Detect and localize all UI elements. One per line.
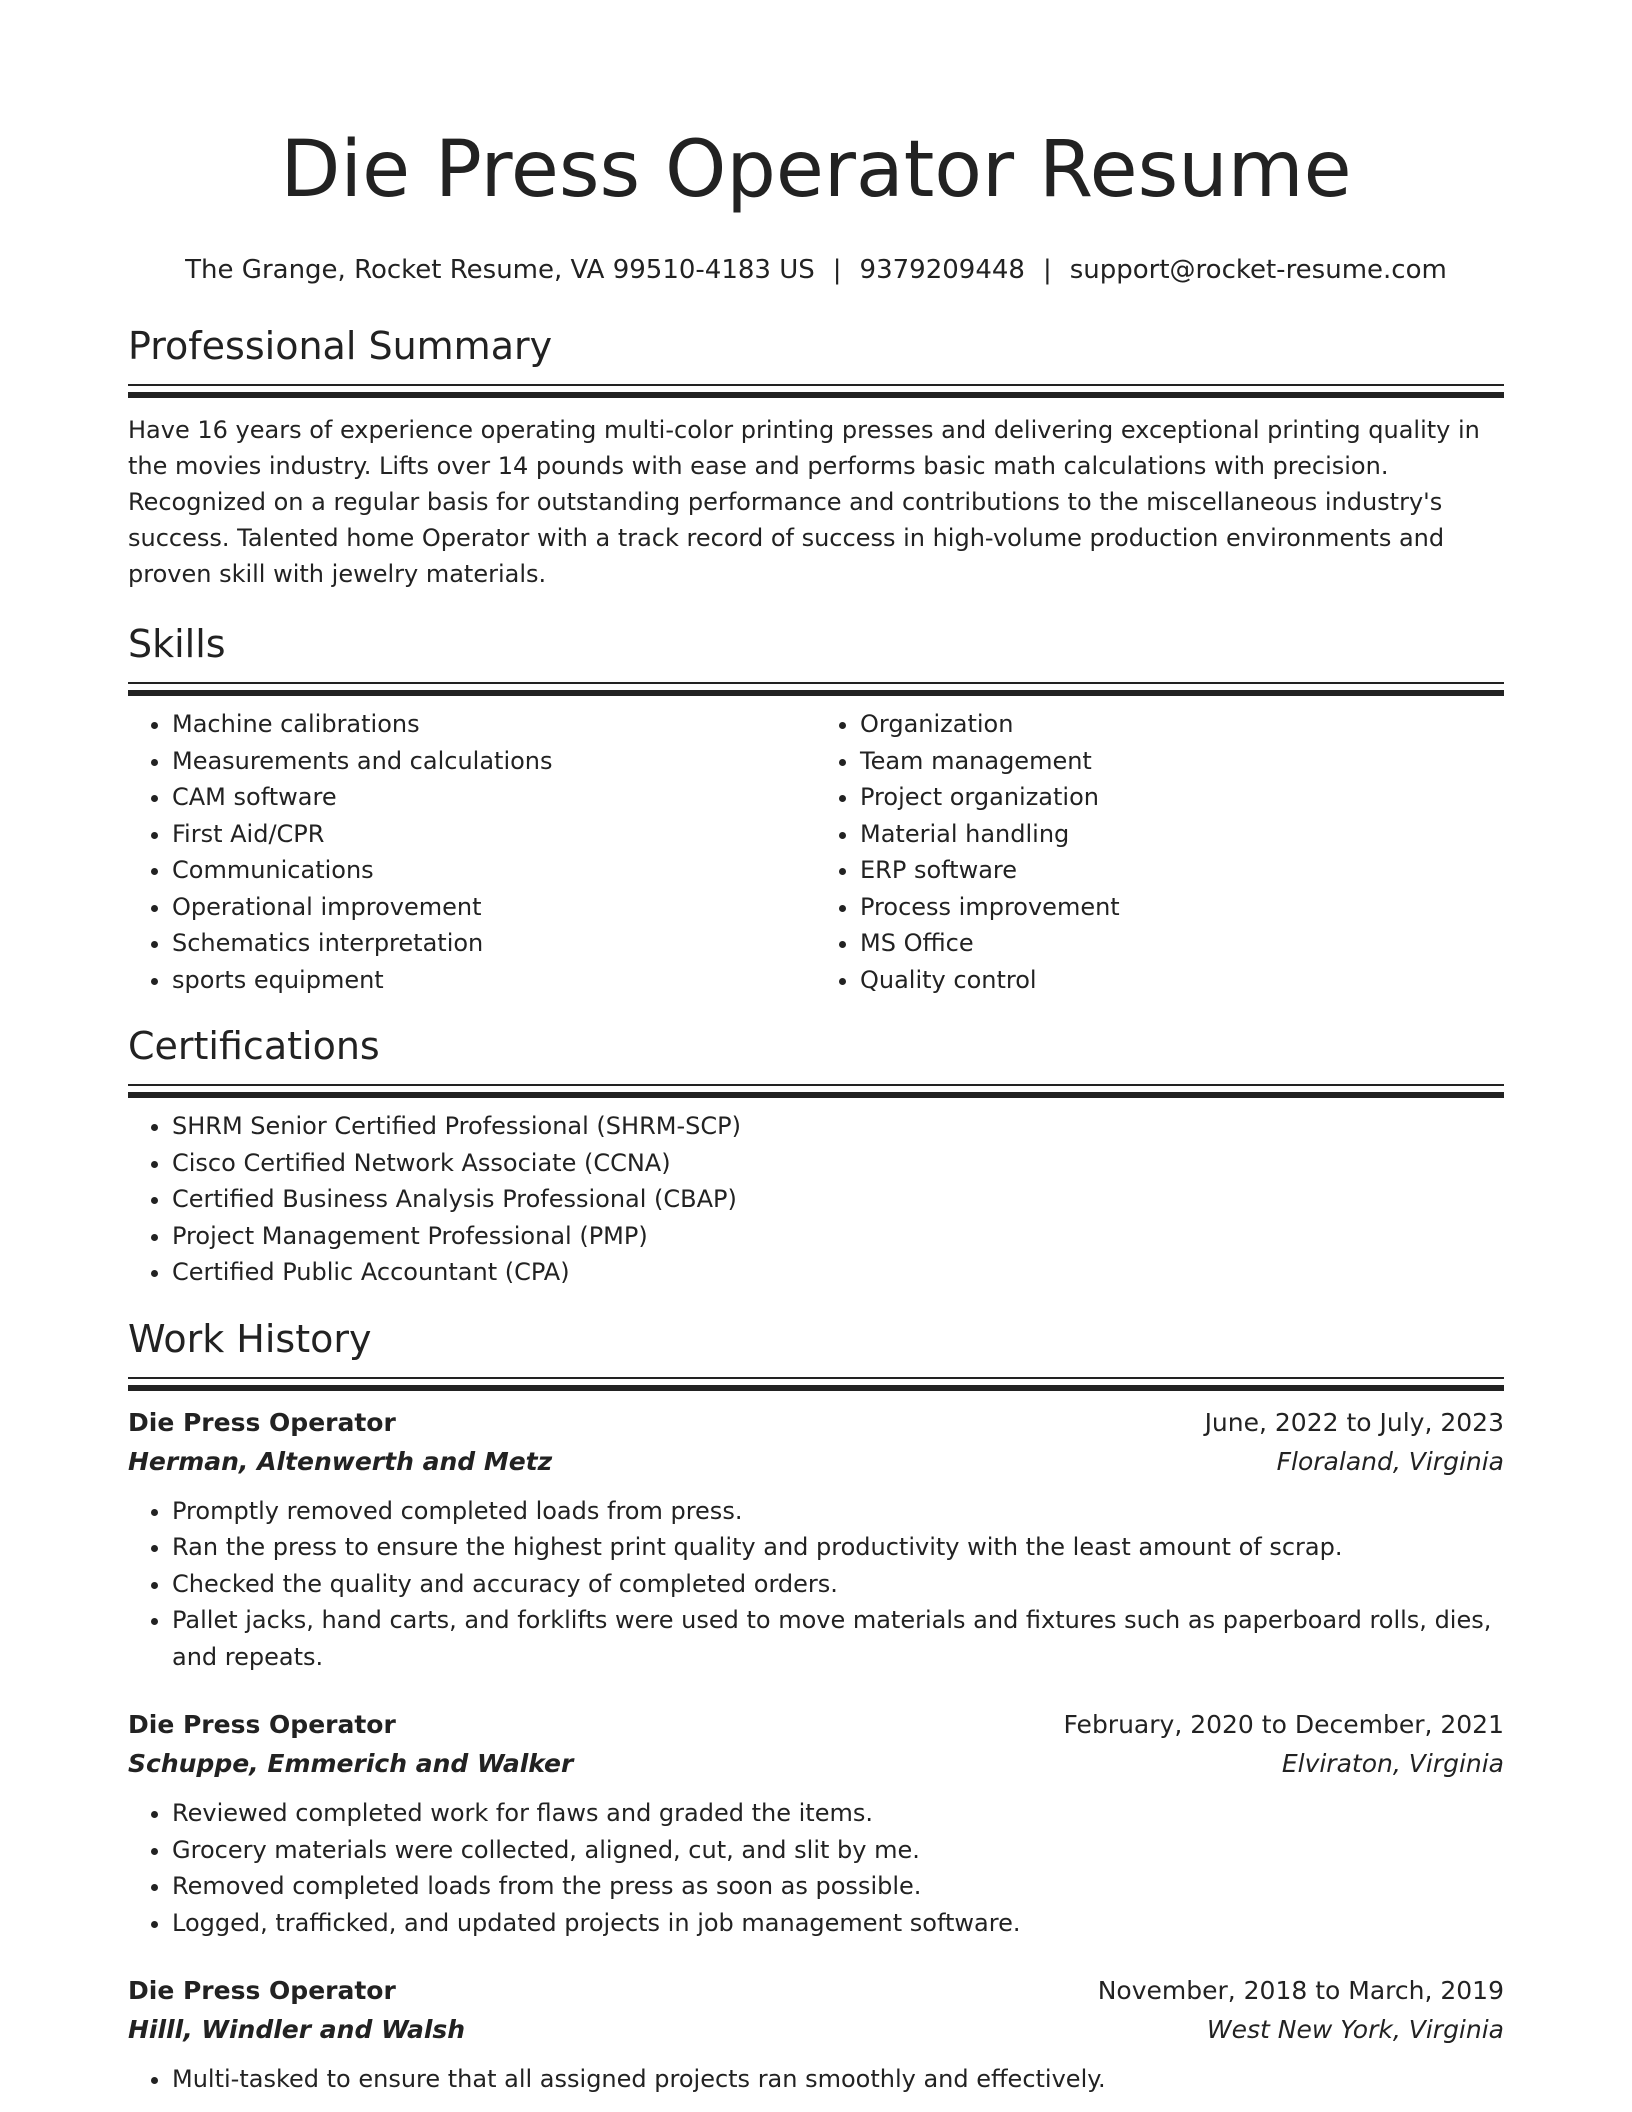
job-duty: • Ran the press to ensure the highest print quality and productivity with the least amount of scrap. xyxy=(172,1529,1504,1566)
certifications-section xyxy=(128,1020,1504,1291)
skills-list-left xyxy=(128,706,816,998)
skill-item: • Process improvement xyxy=(860,889,1504,926)
job-title: Die Press Operator xyxy=(128,1976,396,2005)
skill-item: • Machine calibrations xyxy=(172,706,816,743)
job-subheader xyxy=(128,1744,1504,1783)
skill-item: • Quality control xyxy=(860,962,1504,999)
job-subheader xyxy=(128,2010,1504,2049)
section-divider xyxy=(128,1084,1504,1096)
job-location: Floraland, Virginia xyxy=(1276,1446,1504,1476)
skill-item: • Operational improvement xyxy=(172,889,816,926)
job-dates: June, 2022 to July, 2023 xyxy=(1204,1407,1504,1437)
certifications-heading: Certifications xyxy=(128,1024,380,1068)
contact-phone: 9379209448 xyxy=(859,255,1025,285)
skill-item: • ERP software xyxy=(860,852,1504,889)
job-company: Herman, Altenwerth and Metz xyxy=(128,1446,553,1476)
job-dates: February, 2020 to December, 2021 xyxy=(1063,1710,1504,1739)
job-duty: • Multi-tasked to ensure that all assigned projects ran smoothly and effectively. xyxy=(172,2061,1504,2098)
job-company: Hilll, Windler and Walsh xyxy=(128,2015,466,2044)
summary-section xyxy=(128,320,1504,592)
job-duties xyxy=(128,1493,1504,1676)
job-duties xyxy=(128,1795,1504,1941)
job-entry xyxy=(128,1971,1504,2098)
job-entry xyxy=(128,1705,1504,1941)
summary-text: Have 16 years of experience operating multi-color printing presses and delivering exceptional printing quality in the movies industry. Lifts over 14 pounds with ease and performs basic math calculations with precision. Recognized on a regular basis for outstanding performance and contributions to the miscellaneous industry's success. Talented home Operator with a track record of success in high-volume production environments and proven skill with jewelry materials. xyxy=(128,416,1480,588)
contact-address: The Grange, Rocket Resume, VA 99510-4183 US xyxy=(185,255,815,285)
skills-columns xyxy=(128,706,1504,998)
contact-separator: | xyxy=(1042,255,1052,285)
section-divider xyxy=(128,384,1504,396)
job-location: West New York, Virginia xyxy=(1206,2015,1504,2044)
job-entry xyxy=(128,1403,1504,1676)
contact-email: support@rocket-resume.com xyxy=(1069,255,1447,285)
skill-item: • sports equipment xyxy=(172,962,816,999)
resume-title: Die Press Operator Resume xyxy=(280,125,1352,215)
certification-item: • Certified Public Accountant (CPA) xyxy=(172,1254,1504,1291)
job-title: Die Press Operator xyxy=(128,1407,396,1437)
skill-item: • Organization xyxy=(860,706,1504,743)
job-title: Die Press Operator xyxy=(128,1710,396,1739)
job-duty: • Checked the quality and accuracy of completed orders. xyxy=(172,1566,1504,1603)
contact-line xyxy=(128,250,1504,290)
certification-item: • Certified Business Analysis Professional (CBAP) xyxy=(172,1181,1504,1218)
job-location: Elviraton, Virginia xyxy=(1281,1749,1504,1778)
job-duty: • Logged, trafficked, and updated projects in job management software. xyxy=(172,1905,1504,1942)
skill-item: • Communications xyxy=(172,852,816,889)
certification-item: • Project Management Professional (PMP) xyxy=(172,1218,1504,1255)
job-subheader xyxy=(128,1442,1504,1481)
job-duty: • Removed completed loads from the press as soon as possible. xyxy=(172,1868,1504,1905)
work-history-section xyxy=(128,1313,1504,2098)
skill-item: • Material handling xyxy=(860,816,1504,853)
section-divider xyxy=(128,1377,1504,1389)
contact-separator: | xyxy=(832,255,842,285)
job-duty: • Promptly removed completed loads from press. xyxy=(172,1493,1504,1530)
skill-item: • Project organization xyxy=(860,779,1504,816)
job-dates: November, 2018 to March, 2019 xyxy=(1097,1976,1504,2005)
job-duty: • Grocery materials were collected, aligned, cut, and slit by me. xyxy=(172,1832,1504,1869)
job-header xyxy=(128,1705,1504,1744)
job-duty: • Pallet jacks, hand carts, and forklifts were used to move materials and fixtures such as paperboard rolls, dies, and repeats. xyxy=(172,1602,1504,1675)
job-duties xyxy=(128,2061,1504,2098)
certification-item: • Cisco Certified Network Associate (CCNA) xyxy=(172,1145,1504,1182)
job-header xyxy=(128,1403,1504,1442)
skill-item: • MS Office xyxy=(860,925,1504,962)
job-duty: • Reviewed completed work for flaws and graded the items. xyxy=(172,1795,1504,1832)
job-header xyxy=(128,1971,1504,2010)
skill-item: • Schematics interpretation xyxy=(172,925,816,962)
certification-item: • SHRM Senior Certified Professional (SHRM-SCP) xyxy=(172,1108,1504,1145)
summary-heading: Professional Summary xyxy=(128,324,553,368)
skill-item: • Team management xyxy=(860,743,1504,780)
skill-item: • Measurements and calculations xyxy=(172,743,816,780)
certifications-list xyxy=(128,1108,1504,1291)
skills-section xyxy=(128,618,1504,998)
skills-list-right xyxy=(816,706,1504,998)
section-divider xyxy=(128,682,1504,694)
skills-heading: Skills xyxy=(128,622,226,666)
skill-item: • CAM software xyxy=(172,779,816,816)
skill-item: • First Aid/CPR xyxy=(172,816,816,853)
job-company: Schuppe, Emmerich and Walker xyxy=(128,1749,574,1778)
work-history-heading: Work History xyxy=(128,1316,372,1361)
